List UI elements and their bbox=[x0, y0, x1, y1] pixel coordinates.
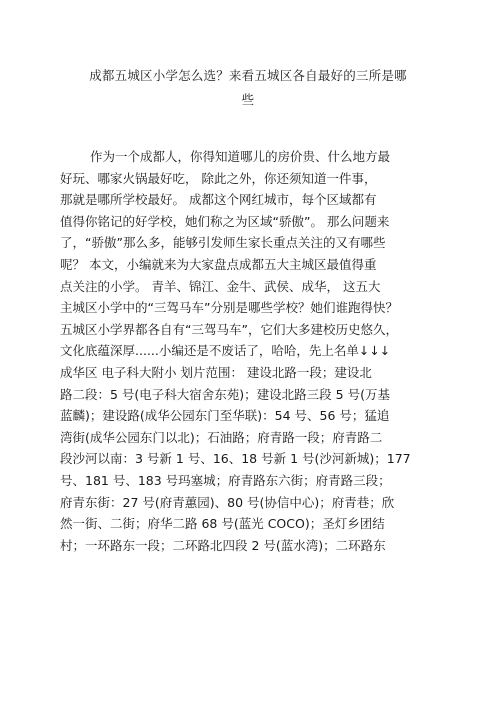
paragraph-line: 主城区小学中的“三驾马车”分别是哪些学校？她们谁跑得快？ bbox=[60, 300, 398, 316]
paragraph-line: 作为一个成都人，你得知道哪儿的房价贵、什么地方最 bbox=[90, 149, 391, 164]
paragraph-line: 那就是哪所学校最好。 成都这个网红城市，每个区域都有 bbox=[60, 192, 377, 208]
title-line-1: 成都五城区小学怎么选？来看五城区各自最好的三所是哪 bbox=[89, 68, 407, 83]
paragraph-line: 段沙河以南：3 号新 1 号、16、18 号新 1 号(沙河新城)；177 bbox=[60, 451, 411, 467]
title-line-2: 些 bbox=[241, 92, 255, 107]
paragraph-line: 呢？ 本文，小编就来为大家盘点成都五大主城区最值得重 bbox=[60, 256, 377, 272]
paragraph-line: 路二段：5 号(电子科大宿舍东苑)；建设北路三段 5 号(万基 bbox=[60, 386, 390, 402]
paragraph-line: 然一街、二街；府华二路 68 号(蓝光 COCO)；圣灯乡团结 bbox=[60, 516, 385, 532]
paragraph-line: 文化底蕴深厚......小编还是不废话了，哈哈，先上名单↓↓↓ bbox=[60, 343, 391, 359]
paragraph-line: 湾街(成华公园东门以北)；石油路；府青路一段；府青路二 bbox=[60, 429, 383, 445]
paragraph-line: 成华区 电子科大附小 划片范围： 建设北路一段；建设北 bbox=[60, 364, 372, 380]
paragraph-line: 蓝麟)；建设路(成华公园东门至华联)：54 号、56 号；猛追 bbox=[60, 408, 390, 424]
paragraph-line: 点关注的小学。 青羊、锦江、金牛、武侯、成华， 这五大 bbox=[60, 278, 381, 294]
paragraph-line: 村；一环路东一段；二环路北四段 2 号(蓝水湾)；二环路东 bbox=[60, 537, 386, 553]
document-title bbox=[60, 64, 436, 112]
paragraph-line: 值得你铭记的好学校，她们称之为区域“骄傲”。 那么问题来 bbox=[60, 213, 390, 229]
article-body bbox=[60, 146, 436, 556]
paragraph-line: 五城区小学界都各自有“三驾马车”，它们大多建校历史悠久， bbox=[60, 321, 398, 337]
paragraph-line: 了，“骄傲”那么多，能够引发师生家长重点关注的又有哪些 bbox=[60, 235, 386, 251]
paragraph-line: 好玩、哪家火锅最好吃， 除此之外，你还须知道一件事， bbox=[60, 170, 377, 186]
paragraph-line: 号、181 号、183 号玛塞城；府青路东六街；府青路三段； bbox=[60, 472, 391, 488]
paragraph-line: 府青东街：27 号(府青蕙园)、80 号(协信中心)；府青巷；欣 bbox=[60, 494, 395, 510]
